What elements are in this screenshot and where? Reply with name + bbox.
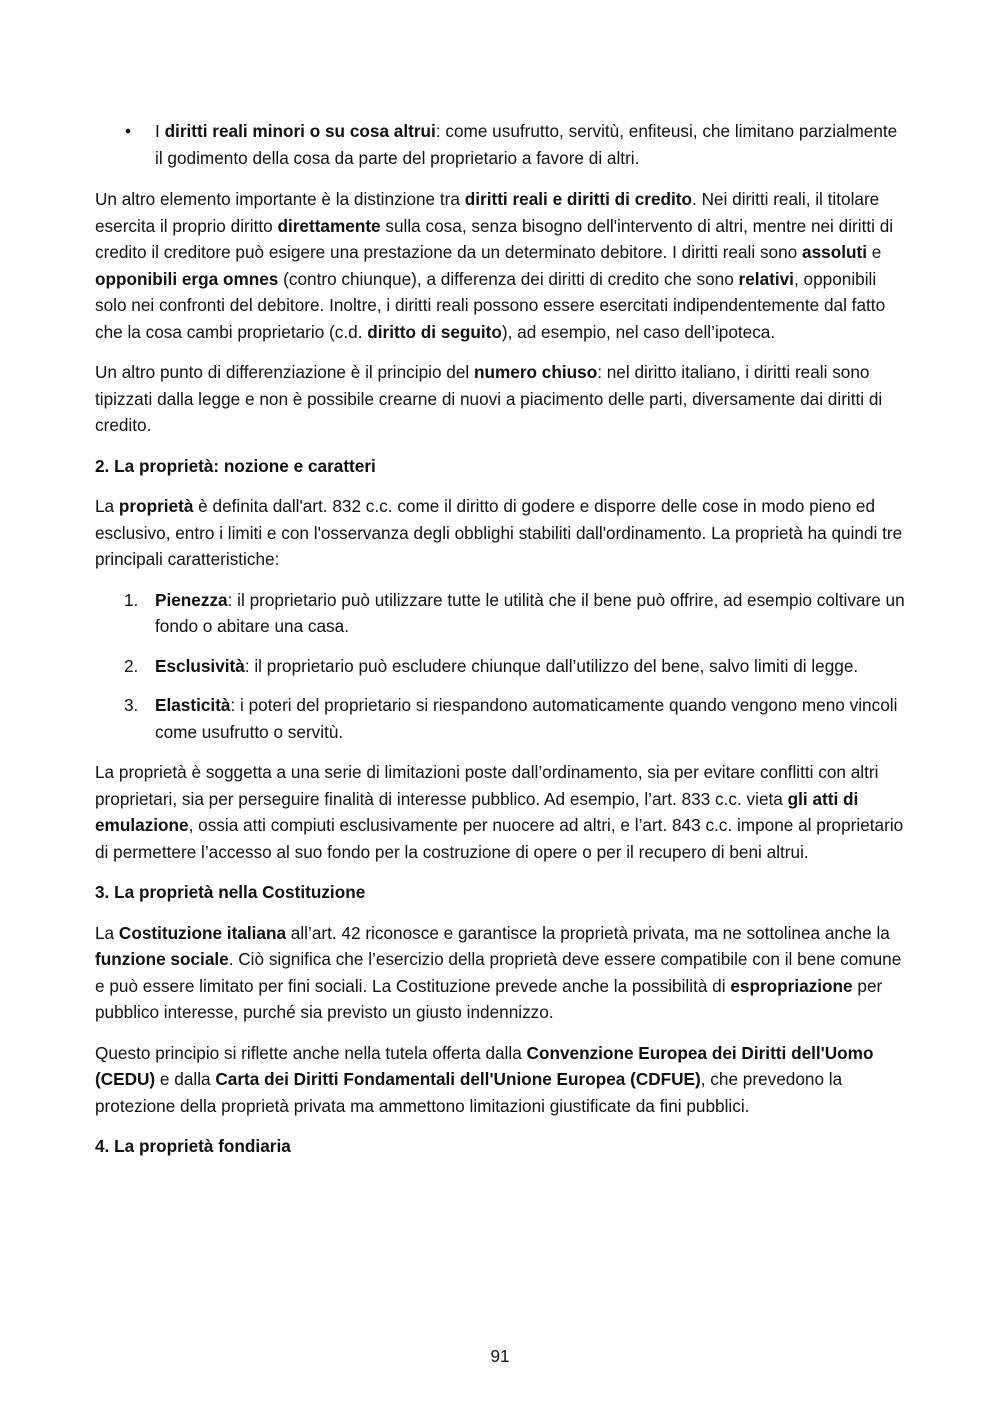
paragraph-cedu	[95, 1040, 905, 1120]
bullet-item	[95, 118, 905, 171]
bold-text: numero chiuso	[474, 362, 598, 382]
bold-text: Costituzione italiana	[118, 922, 287, 943]
text-run: : il proprietario può escludere chiunque dall’utilizzo del bene, salvo limiti di legge.	[244, 655, 859, 676]
paragraph-proprieta-definizione	[95, 493, 905, 573]
bold-text: Carta dei Diritti Fondamentali dell'Unione Europea (CDFUE)	[215, 1069, 701, 1089]
list-item-text	[155, 695, 897, 742]
bullet-marker: •	[125, 121, 132, 141]
list-number: 3.	[124, 695, 139, 715]
text-run: : i poteri del proprietario si riespandono automaticamente quando vengono meno vincoli come usufrutto o servitù.	[155, 695, 898, 742]
text-run: e dalla	[155, 1069, 216, 1089]
text-run: sulla cosa, senza bisogno dell'intervento di altri, mentre nei diritti di credito il creditore può esigere una prestazione da un determinato debitore. I diritti reali sono	[95, 215, 894, 262]
bold-text: opponibili erga omnes	[95, 268, 279, 289]
text-run: . Ciò significa che l’esercizio della proprietà deve essere compatibile con il bene comune e può essere limitato per fini sociali. La Costituzione prevede anche la possibilità di	[95, 949, 902, 996]
section-heading-2: 2. La proprietà: nozione e caratteri	[95, 455, 376, 476]
text-run: Un altro punto di differenziazione è il principio del	[95, 362, 474, 382]
section-heading-4: 4. La proprietà fondiaria	[95, 1136, 291, 1156]
text-run: , che prevedono la protezione della proprietà privata ma ammettono limitazioni giustificate da fini pubblici.	[95, 1069, 843, 1116]
text-run: La proprietà è soggetta a una serie di limitazioni poste dall’ordinamento, sia per evitare conflitti con altri proprietari, sia per perseguire finalità di interesse pubblico. Ad esempio, l’art. 833 c.c. vieta	[95, 762, 879, 809]
paragraph-limitazioni	[95, 759, 905, 865]
bold-text: diritto di seguito	[367, 321, 502, 342]
list-item-text	[155, 656, 858, 676]
text-run: La	[95, 496, 119, 516]
text-run: I	[155, 121, 165, 141]
text-run: La	[95, 922, 119, 943]
bold-text: funzione sociale	[95, 949, 229, 969]
text-run: è definita dall'art. 832 c.c. come il diritto di godere e disporre delle cose in modo pieno ed esclusivo, entro i limiti e con l'osservanza degli obblighi stabiliti dall'ordinamento. La proprietà ha quindi tre principali caratteristiche:	[95, 496, 903, 569]
text-run: Un altro elemento importante è la distinzione tra	[95, 189, 465, 209]
section-heading-3: 3. La proprietà nella Costituzione	[95, 882, 366, 902]
page-content	[95, 118, 905, 1174]
bold-text: Elasticità	[155, 695, 231, 715]
bullet-text	[155, 121, 897, 168]
bold-text: direttamente	[277, 215, 381, 236]
list-item	[95, 692, 905, 745]
paragraph-costituzione	[95, 920, 905, 1026]
text-run: , opponibili solo nei confronti del debitore. Inoltre, i diritti reali possono essere esercitati indipendentemente dal fatto che la cosa cambi proprietario (c.d.	[95, 268, 886, 342]
list-number: 1.	[124, 589, 139, 610]
characteristics-list	[95, 587, 905, 746]
text-run: , ossia atti compiuti esclusivamente per nuocere ad altri, e l’art. 843 c.c. impone al proprietario di permettere l’accesso al suo fondo per la costruzione di opere o per il recupero di beni altrui.	[95, 815, 904, 862]
bold-text: Pienezza	[155, 589, 228, 610]
text-run: . Nei diritti reali, il titolare esercita il proprio diritto	[95, 189, 880, 236]
text-run: all’art. 42 riconosce e garantisce la proprietà privata, ma ne sottolinea anche la	[286, 922, 890, 943]
paragraph-numero-chiuso	[95, 359, 905, 439]
text-run: (contro chiunque), a differenza dei diritti di credito che sono	[278, 268, 739, 289]
bold-text: Esclusività	[155, 655, 245, 676]
bold-text: Convenzione Europea dei Diritti dell'Uomo (CEDU)	[95, 1042, 874, 1089]
bold-text: proprietà	[118, 496, 194, 516]
bold-text: assoluti	[802, 242, 867, 262]
bold-text: espropriazione	[730, 975, 853, 996]
text-run: per pubblico interesse, purché sia previsto un giusto indennizzo.	[95, 975, 883, 1022]
text-run: Questo principio si riflette anche nella tutela offerta dalla	[95, 1042, 527, 1063]
text-run: ), ad esempio, nel caso dell’ipoteca.	[501, 321, 776, 342]
bold-text: gli atti di emulazione	[95, 788, 859, 835]
list-item	[95, 587, 905, 640]
page-number: 91	[490, 1346, 510, 1366]
text-run: : il proprietario può utilizzare tutte le utilità che il bene può offrire, ad esempio coltivare un fondo o abitare una casa.	[155, 589, 905, 636]
paragraph-diritti-reali-credito	[95, 186, 905, 345]
text-run: e	[866, 242, 882, 262]
bold-text: relativi	[738, 268, 794, 289]
bold-text: diritti reali e diritti di credito	[464, 189, 693, 209]
bold-text: diritti reali minori o su cosa altrui	[164, 121, 436, 141]
text-run: : nel diritto italiano, i diritti reali sono tipizzati dalla legge e non è possibile crearne di nuovi a piacimento delle parti, diversamente dai diritti di credito.	[95, 362, 883, 435]
list-item-text	[155, 590, 905, 637]
text-run: : come usufrutto, servitù, enfiteusi, che limitano parzialmente il godimento della cosa da parte del proprietario a favore di altri.	[155, 121, 898, 168]
list-number: 2.	[124, 655, 139, 676]
list-item	[95, 653, 905, 680]
